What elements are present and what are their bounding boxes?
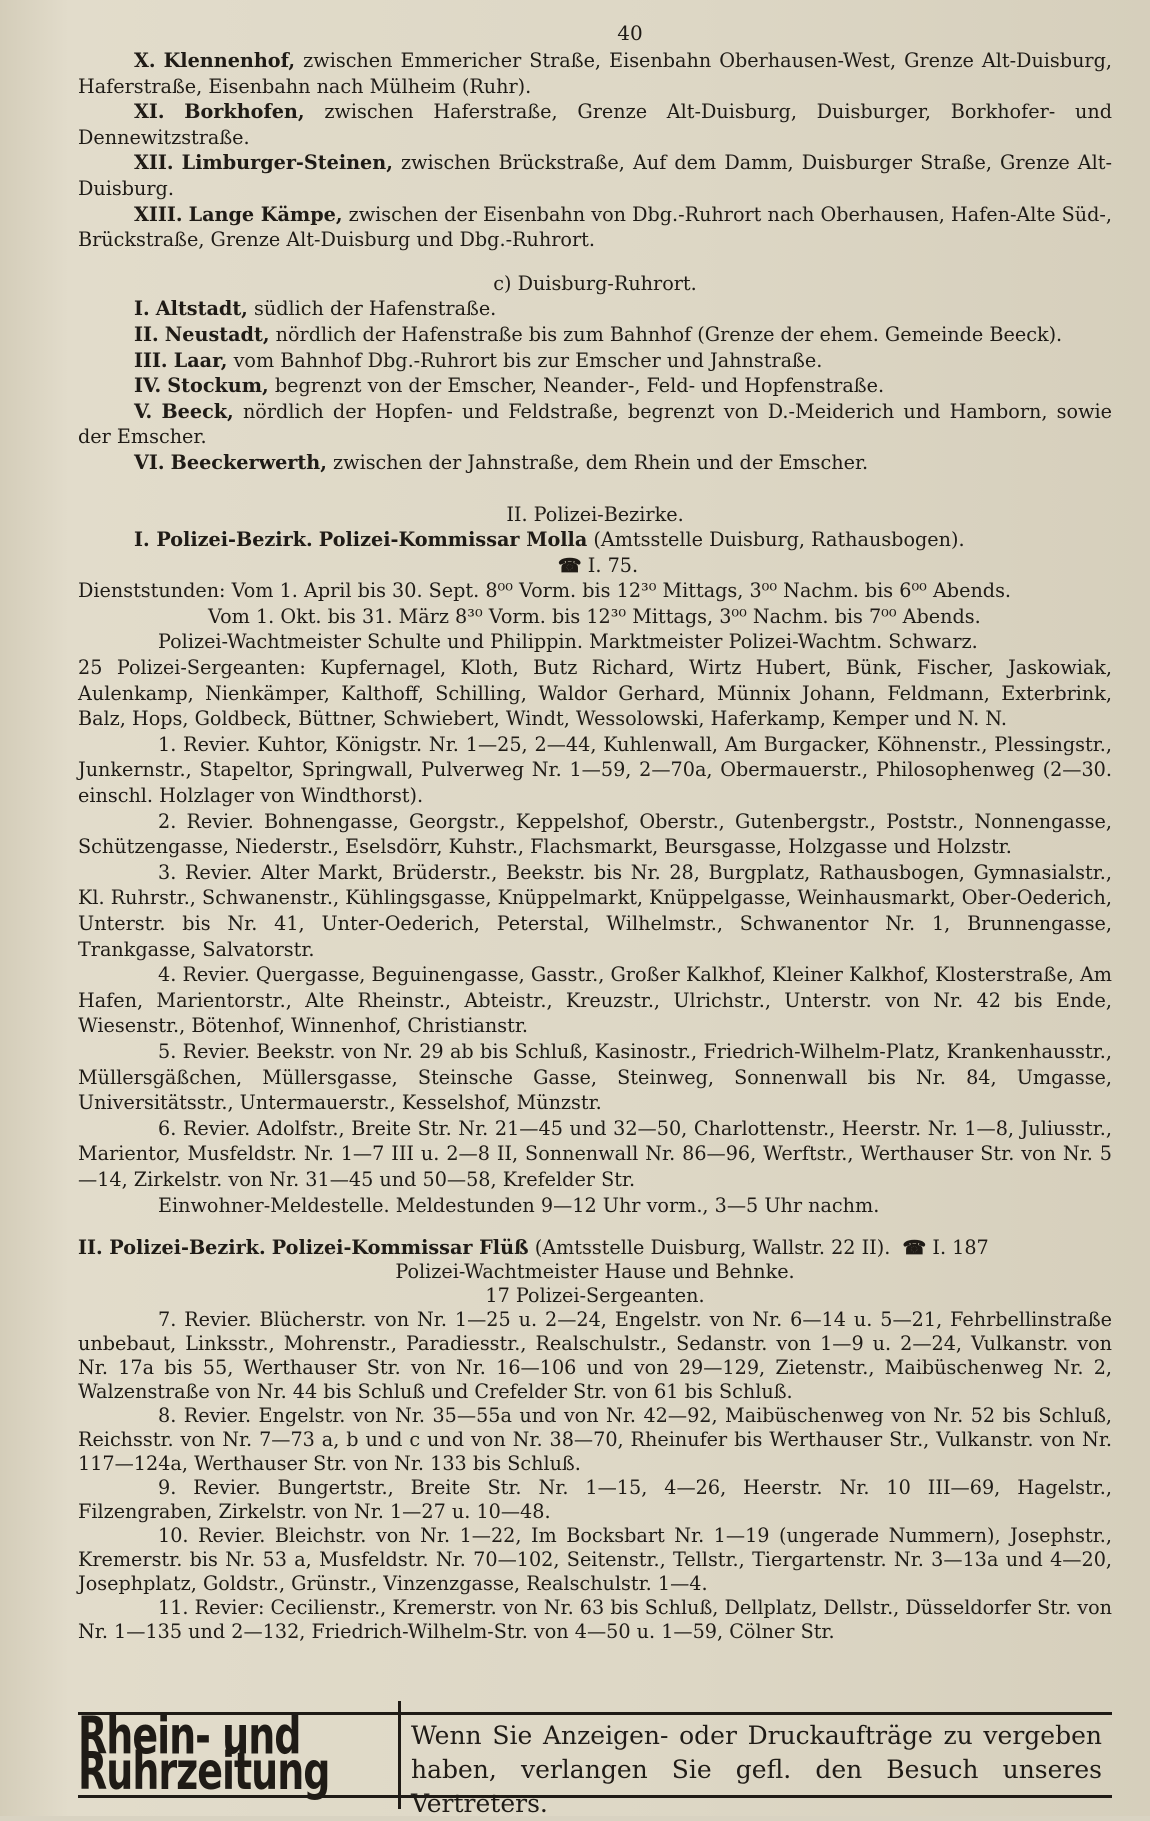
section-ii-heading: II. Polizei-Bezirke. (506, 502, 684, 526)
ad-line: Wenn Sie Anzeigen- oder Druckaufträge zu vergeben (411, 1721, 1102, 1750)
district-2-sergeants: 17 Polizei-Sergeanten. (485, 1284, 705, 1308)
telephone-icon: ☎ (902, 1236, 927, 1260)
newspaper-advertisement (78, 1706, 1112, 1818)
registration-office: Einwohner-Meldestelle. Meldestunden 9—12 Uhr vorm., 3—5 Uhr nachm. (158, 1193, 880, 1217)
ruhrort-district-list (78, 296, 1112, 475)
district-2-staff: Polizei-Wachtmeister Hause und Behnke. (395, 1260, 795, 1284)
advertisement-text (401, 1715, 1112, 1818)
district-item: X. Klennenhof, zwischen Emmericher Straße, Eisenbahn Oberhausen-West, Grenze Alt-Duisburg, Haferstraße, Eisenbahn nach Mülheim (Ruhr). (78, 49, 1112, 98)
revier-entry: 6. Revier. Adolfstr., Breite Str. Nr. 21—45 und 32—50, Charlottenstr., Heerstr. Nr. 1—8, Juliusstr., Marientor, Musfeldstr. Nr. 1—7 III u. 2—8 II, Sonnenwall Nr. 86—96, Werftstr., Werthauser Str. von Nr. 5—14, Zirkelstr. von Nr. 31—45 und 50—58, Krefelder Str. (78, 1116, 1112, 1191)
revier-entry: 10. Revier. Bleichstr. von Nr. 1—22, Im Bocksbart Nr. 1—19 (ungerade Nummern), Josephstr., Kremerstr. bis Nr. 53 a, Musfeldstr. Nr. 70—102, Seitenstr., Tellstr., Tiergartenstr. Nr. 3—13a und 4—20, Josephplatz, Goldstr., Grünstr., Vinzenzgasse, Realschulstr. 1—4. (78, 1524, 1112, 1596)
district-item: III. Laar, vom Bahnhof Dbg.-Ruhrort bis zur Emscher und Jahnstraße. (134, 348, 823, 372)
revier-entry: 2. Revier. Bohnengasse, Georgstr., Keppelshof, Oberstr., Gutenbergstr., Poststr., Nonnengasse, Schützengasse, Niederstr., Eselsdörr, Kuhstr., Flachsmarkt, Beursgasse, Holzgasse und Holzstr. (78, 809, 1112, 859)
district-item: XIII. Lange Kämpe, zwischen der Eisenbahn von Dbg.-Ruhrort nach Oberhausen, Hafen-Alte Süd-, Brückstraße, Grenze Alt-Duisburg und Dbg.-Ruhrort. (78, 202, 1112, 252)
office-hours: Dienststunden: Vom 1. April bis 30. Sept. 8⁰⁰ Vorm. bis 12³⁰ Mittags, 3⁰⁰ Nachm. bis 6⁰⁰ Abends. (78, 579, 1012, 603)
district-2-heading: II. Polizei-Bezirk. Polizei-Kommissar Flüß (Amtsstelle Duisburg, Wallstr. 22 II). ☎ I. 187 (78, 1236, 989, 1260)
revier-entry: 9. Revier. Bungertstr., Breite Str. Nr. 1—15, 4—26, Heerstr. Nr. 10 III—69, Hagelstr., Filzengraben, Zirkelstr. von Nr. 1—27 u. 10—48. (78, 1476, 1112, 1524)
district-item: XI. Borkhofen, zwischen Haferstraße, Grenze Alt-Duisburg, Duisburger, Borkhofer- und Dennewitzstraße. (78, 100, 1112, 149)
revier-entry: 1. Revier. Kuhtor, Königstr. Nr. 1—25, 2—44, Kuhlenwall, Am Burgacker, Köhnenstr., Plessingstr., Junkernstr., Stapeltor, Springwall, Pulverweg Nr. 1—59, 2—70a, Obermauerstr., Philosophenweg (2—30. einschl. Holzlager von Windthorst). (78, 732, 1112, 808)
district-item: VI. Beeckerwerth, zwischen der Jahnstraße, dem Rhein und der Emscher. (134, 450, 869, 474)
revier-entry: 4. Revier. Quergasse, Beguinengasse, Gasstr., Großer Kalkhof, Kleiner Kalkhof, Klosterstraße, Am Hafen, Marientorstr., Alte Rheinstr., Abteistr., Kreuzstr., Ulrichstr., Unterstr. von Nr. 42 bis Ende, Wiesenstr., Bötenhof, Winnenhof, Christianstr. (78, 963, 1112, 1038)
police-district-2 (78, 1236, 1112, 1644)
page-number: 40 (617, 21, 643, 45)
revier-entry: 3. Revier. Alter Markt, Brüderstr., Beekstr. bis Nr. 28, Burgplatz, Rathausbogen, Gymnasialstr., Kl. Ruhrstr., Schwanenstr., Kühlingsgasse, Knüppelmarkt, Knüppelgasse, Weinhausmarkt, Ober-Oederich, Unterstr. bis Nr. 41, Unter-Oederich, Peterstal, Wilhelmstr., Schwanentor Nr. 1, Brunnengasse, Trankgasse, Salvatorstr. (78, 860, 1112, 961)
district-item: IV. Stockum, begrenzt von der Emscher, Neander-, Feld- und Hopfenstraße. (134, 374, 885, 398)
ad-line: haben, verlangen Sie gefl. den Besuch unseres Vertreters. (411, 1755, 1102, 1818)
revier-entry: 8. Revier. Engelstr. von Nr. 35—55a und von Nr. 42—92, Maibüschenweg von Nr. 52 bis Schluß, Reichsstr. von Nr. 7—73 a, b und c und von Nr. 38—70, Rheinufer bis Werthauser Str., Vulkanstr. von Nr. 117—124a, Werthauser Str. von Nr. 133 bis Schluß. (78, 1404, 1112, 1476)
district-1-phone: ☎ I. 75. (557, 553, 639, 577)
police-district-1 (78, 527, 1112, 1218)
revier-entry: 7. Revier. Blücherstr. von Nr. 1—25 u. 2—24, Engelstr. von Nr. 6—14 u. 5—21, Fehrbellinstraße unbebaut, Linksstr., Mohrenstr., Paradiesstr., Realschulstr., Sedanstr. von 1—9 u. 2—24, Vulkanstr. von Nr. 17a bis 55, Werthauser Str. von Nr. 16—106 und von 29—129, Zietenstr., Maibüschenweg Nr. 2, Walzenstraße von Nr. 44 bis Schluß und Crefelder Str. von 61 bis Schluß. (78, 1308, 1112, 1404)
district-item: XII. Limburger-Steinen, zwischen Brückstraße, Auf dem Damm, Duisburger Straße, Grenze Alt-Duisburg. (78, 151, 1112, 200)
office-hours-winter: Vom 1. Okt. bis 31. März 8³⁰ Vorm. bis 12³⁰ Mittags, 3⁰⁰ Nachm. bis 7⁰⁰ Abends. (208, 604, 981, 628)
district-list-intro (78, 48, 1112, 253)
district-item: II. Neustadt, nördlich der Hafenstraße bis zum Bahnhof (Grenze der ehem. Gemeinde Beeck). (134, 322, 1063, 346)
revier-entry: 11. Revier: Cecilienstr., Kremerstr. von Nr. 63 bis Schluß, Dellplatz, Dellstr., Düsseldorfer Str. von Nr. 1—135 und 2—132, Friedrich-Wilhelm-Str. von 4—50 u. 1—59, Cölner Str. (78, 1596, 1112, 1644)
district-item: I. Altstadt, südlich der Hafenstraße. (134, 297, 497, 321)
section-c-heading: c) Duisburg-Ruhrort. (493, 271, 697, 295)
district-1-heading: I. Polizei-Bezirk. Polizei-Kommissar Molla (Amtsstelle Duisburg, Rathausbogen). (134, 528, 965, 552)
revier-entry: 5. Revier. Beekstr. von Nr. 29 ab bis Schluß, Kasinostr., Friedrich-Wilhelm-Platz, Krankenhausstr., Müllersgäßchen, Müllersgasse, Steinsche Gasse, Steinweg, Sonnenwall bis Nr. 84, Umgasse, Universitätsstr., Untermauerstr., Kesselshof, Münzstr. (78, 1039, 1112, 1115)
district-item: V. Beeck, nördlich der Hopfen- und Feldstraße, begrenzt von D.-Meiderich und Hamborn, sowie der Emscher. (78, 399, 1112, 449)
newspaper-brand: Rhein- und Ruhrzeitung (78, 1701, 401, 1809)
district-1-sergeants: 25 Polizei-Sergeanten: Kupfernagel, Kloth, Butz Richard, Wirtz Hubert, Bünk, Fischer, Jaskowiak, Aulenkamp, Nienkämper, Kalthoff, Schilling, Waldor Gerhard, Münnix Johann, Feldmann, Exterbrink, Balz, Hops, Goldbeck, Büttner, Schwiebert, Windt, Wessolowski, Haferkamp, Kemper und N. N. (78, 656, 1112, 731)
telephone-icon: ☎ (557, 553, 582, 577)
district-1-staff: Polizei-Wachtmeister Schulte und Philippin. Marktmeister Polizei-Wachtm. Schwarz. (158, 630, 978, 654)
